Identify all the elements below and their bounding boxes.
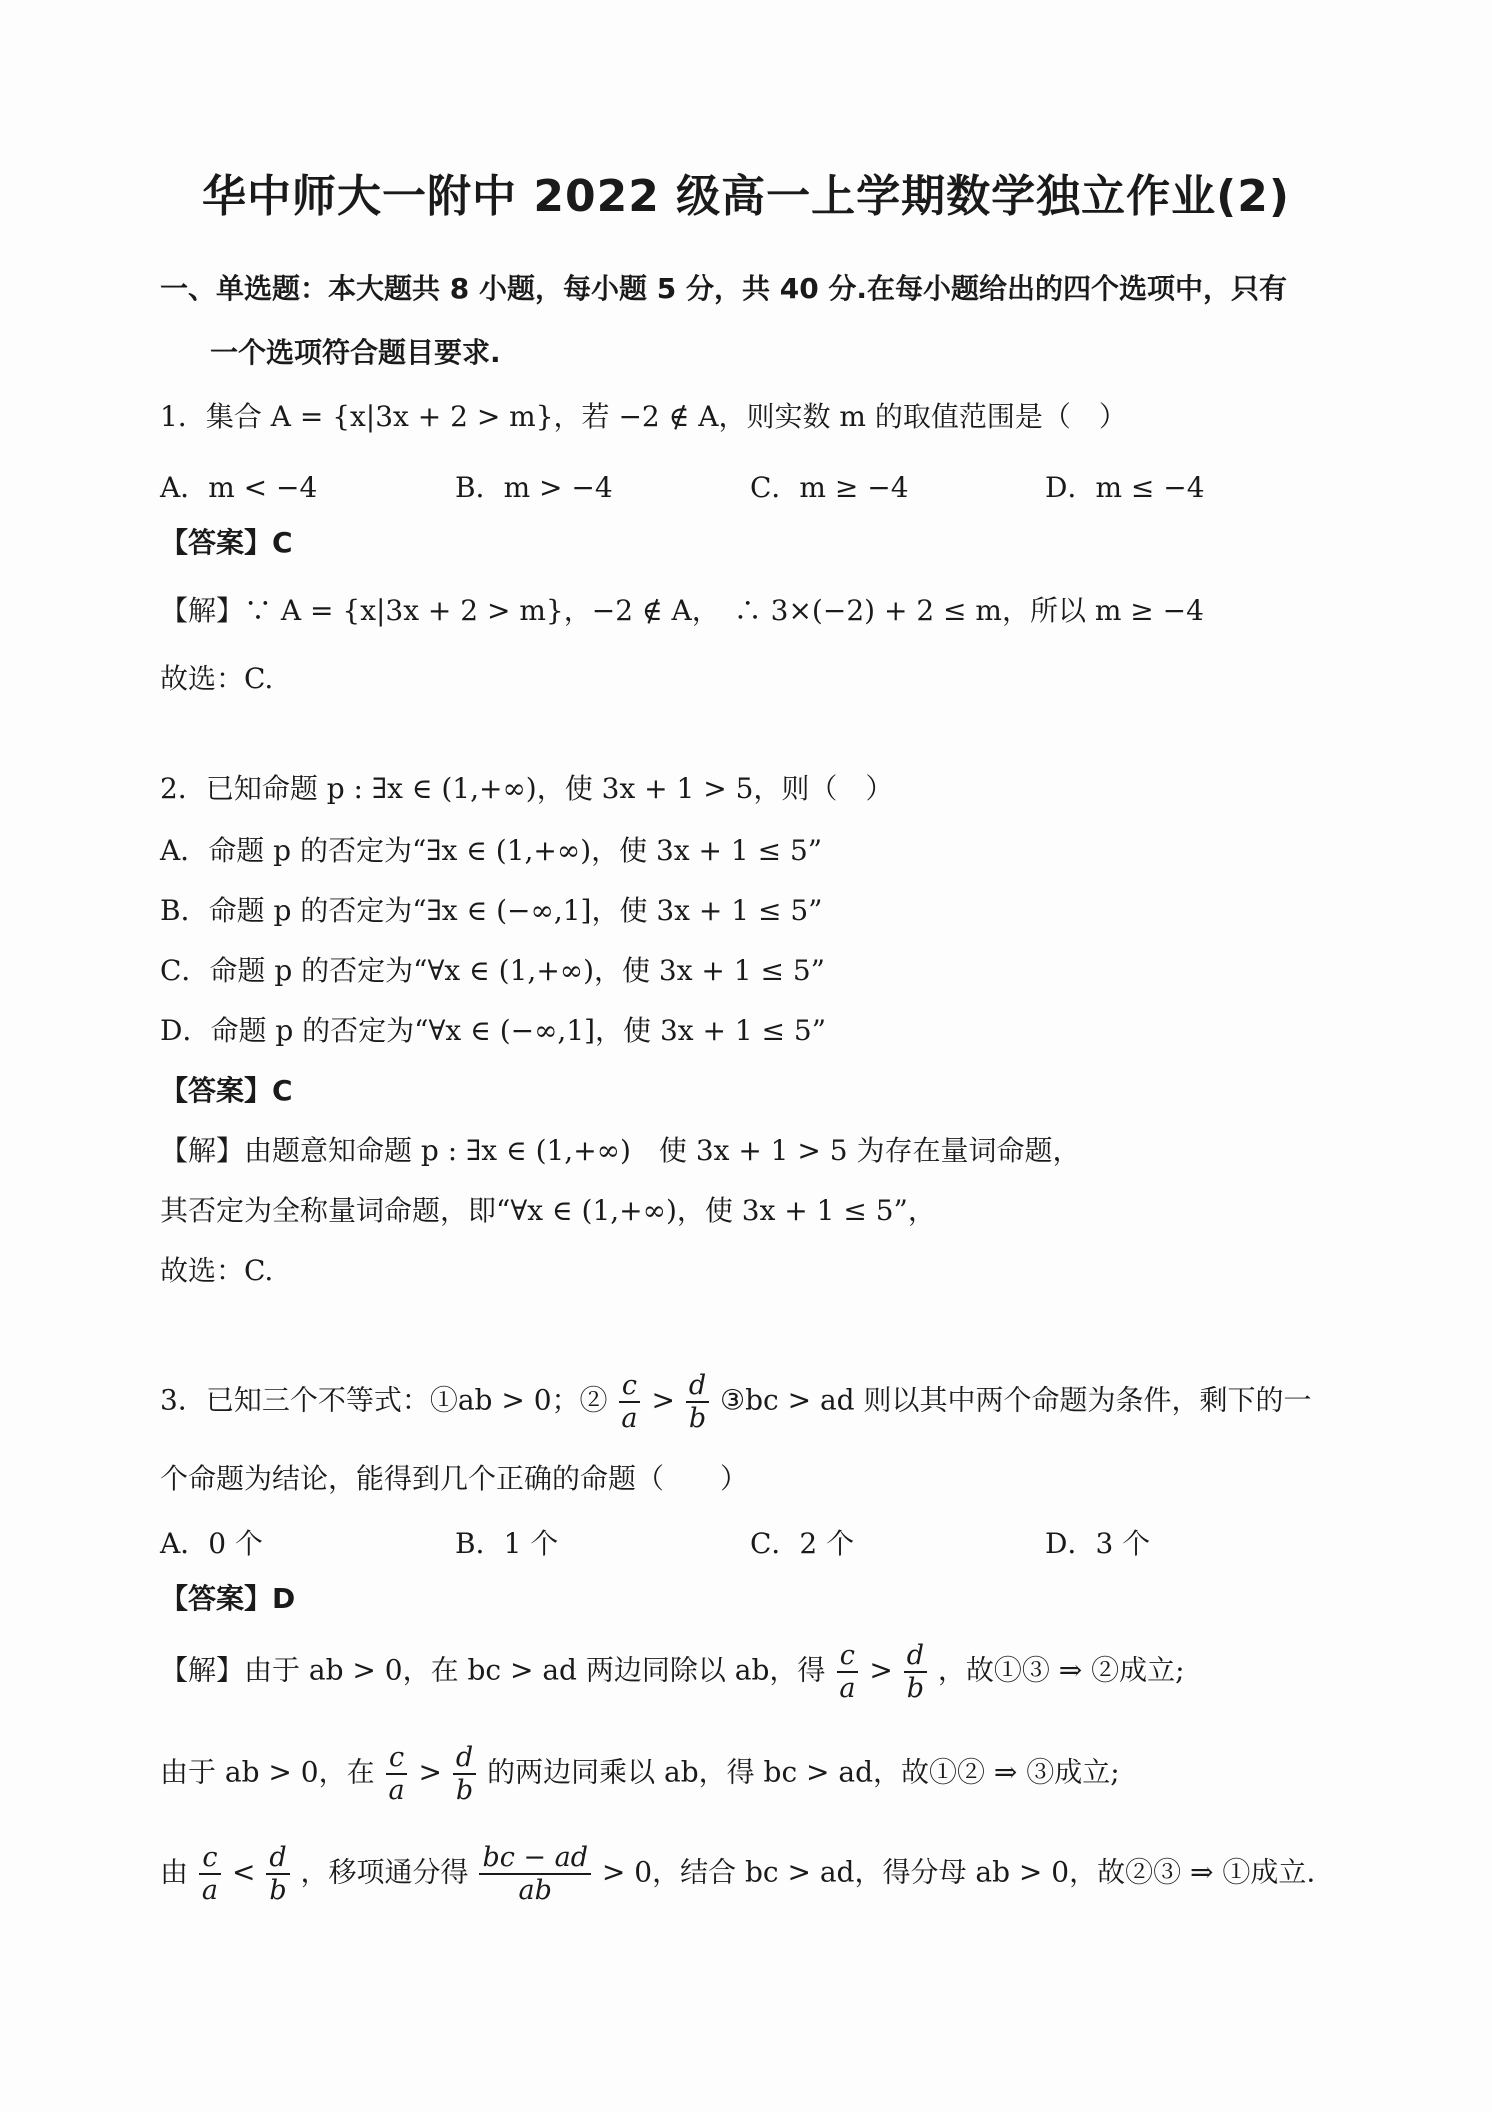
q2-option-d: D．命题 p 的否定为“∀x ∈ (−∞,1]，使 3x + 1 ≤ 5” — [160, 1014, 827, 1047]
q3-solution-line3 — [160, 1842, 1342, 1906]
page-title: 华中师大一附中 2022 级高一上学期数学独立作业(2) — [202, 171, 1290, 222]
q2-solution-line2: 其否定为全称量词命题，即“∀x ∈ (1,+∞)，使 3x + 1 ≤ 5”， — [160, 1194, 936, 1227]
q3-solution-text2: ，故①③ ⇒ ②成立; — [937, 1653, 1185, 1687]
fraction-d-over-b: $\frac{d}{b}$ — [453, 1742, 476, 1806]
q2-option-c: C．命题 p 的否定为“∀x ∈ (1,+∞)，使 3x + 1 ≤ 5” — [160, 954, 826, 987]
q3-option-d: D．3 个 — [1045, 1527, 1151, 1560]
q1-option-d: D．m ≤ −4 — [1045, 471, 1205, 504]
fraction-c-over-a: $\frac{c}{a}$ — [836, 1640, 858, 1704]
q3-solution-text6: ，移项通分得 — [300, 1855, 469, 1889]
gt-sign: > — [869, 1653, 893, 1687]
q3-solution-text7: > 0，结合 bc > ad，得分母 ab > 0，故②③ ⇒ ①成立. — [601, 1855, 1316, 1889]
fraction-d-over-b: $\frac{d}{b}$ — [686, 1370, 709, 1434]
fraction-c-over-a: $\frac{c}{a}$ — [199, 1842, 221, 1906]
q3-stem-part1: 3．已知三个不等式：①ab > 0；② — [160, 1383, 608, 1417]
q3-solution-text1: 【解】由于 ab > 0，在 bc > ad 两边同除以 ab，得 — [160, 1653, 826, 1687]
fraction-d-over-b: $\frac{d}{b}$ — [266, 1842, 289, 1906]
q2-stem: 2．已知命题 p : ∃x ∈ (1,+∞)，使 3x + 1 > 5，则（ ） — [160, 772, 894, 805]
q3-option-c: C．2 个 — [750, 1527, 855, 1560]
q3-answer: 【答案】D — [160, 1582, 296, 1615]
q1-stem: 1．集合 A = {x|3x + 2 > m}，若 −2 ∉ A，则实数 m 的取值范围是（ ） — [160, 400, 1127, 433]
q1-option-a: A．m < −4 — [160, 471, 318, 504]
q3-option-a: A．0 个 — [160, 1527, 263, 1560]
q1-answer: 【答案】C — [160, 526, 293, 559]
q1-conclusion: 故选：C. — [160, 662, 274, 695]
q3-stem-line1 — [160, 1370, 1342, 1434]
section-header-line2: 一个选项符合题目要求. — [210, 336, 501, 369]
q3-stem-line2: 个命题为结论，能得到几个正确的命题（ ） — [160, 1462, 749, 1495]
q3-option-b: B．1 个 — [455, 1527, 559, 1560]
fraction-d-over-b: $\frac{d}{b}$ — [904, 1640, 927, 1704]
q1-option-b: B．m > −4 — [455, 471, 613, 504]
q1-option-c: C．m ≥ −4 — [750, 471, 909, 504]
q3-solution-line2 — [160, 1742, 1342, 1806]
lt-sign: < — [231, 1855, 256, 1889]
section-header-line1: 一、单选题：本大题共 8 小题，每小题 5 分，共 40 分.在每小题给出的四个选项中，只有 — [160, 272, 1288, 305]
gt-sign: > — [651, 1383, 675, 1417]
gt-sign: > — [418, 1755, 442, 1789]
q3-solution-line1 — [160, 1640, 1342, 1704]
q1-solution: 【解】∵ A = {x|3x + 2 > m}，−2 ∉ A， ∴ 3×(−2) + 2 ≤ m，所以 m ≥ −4 — [160, 594, 1204, 627]
q3-solution-text3: 由于 ab > 0，在 — [160, 1755, 375, 1789]
q3-solution-text5: 由 — [160, 1855, 189, 1889]
q2-solution-line1: 【解】由题意知命题 p : ∃x ∈ (1,+∞) 使 3x + 1 > 5 为存在量词命题， — [160, 1134, 1081, 1167]
fraction-c-over-a: $\frac{c}{a}$ — [386, 1742, 408, 1806]
q2-answer: 【答案】C — [160, 1074, 293, 1107]
q2-option-b: B．命题 p 的否定为“∃x ∈ (−∞,1]，使 3x + 1 ≤ 5” — [160, 894, 823, 927]
q3-stem-part2: ③bc > ad 则以其中两个命题为条件，剩下的一 — [720, 1383, 1312, 1417]
q2-conclusion: 故选：C. — [160, 1254, 274, 1287]
fraction-bcad-over-ab: $\frac{bc - ad}{ab}$ — [479, 1842, 591, 1906]
q2-option-a: A．命题 p 的否定为“∃x ∈ (1,+∞)，使 3x + 1 ≤ 5” — [160, 834, 823, 867]
q3-solution-text4: 的两边同乘以 ab，得 bc > ad，故①② ⇒ ③成立; — [487, 1755, 1120, 1789]
fraction-c-over-a: $\frac{c}{a}$ — [618, 1370, 640, 1434]
